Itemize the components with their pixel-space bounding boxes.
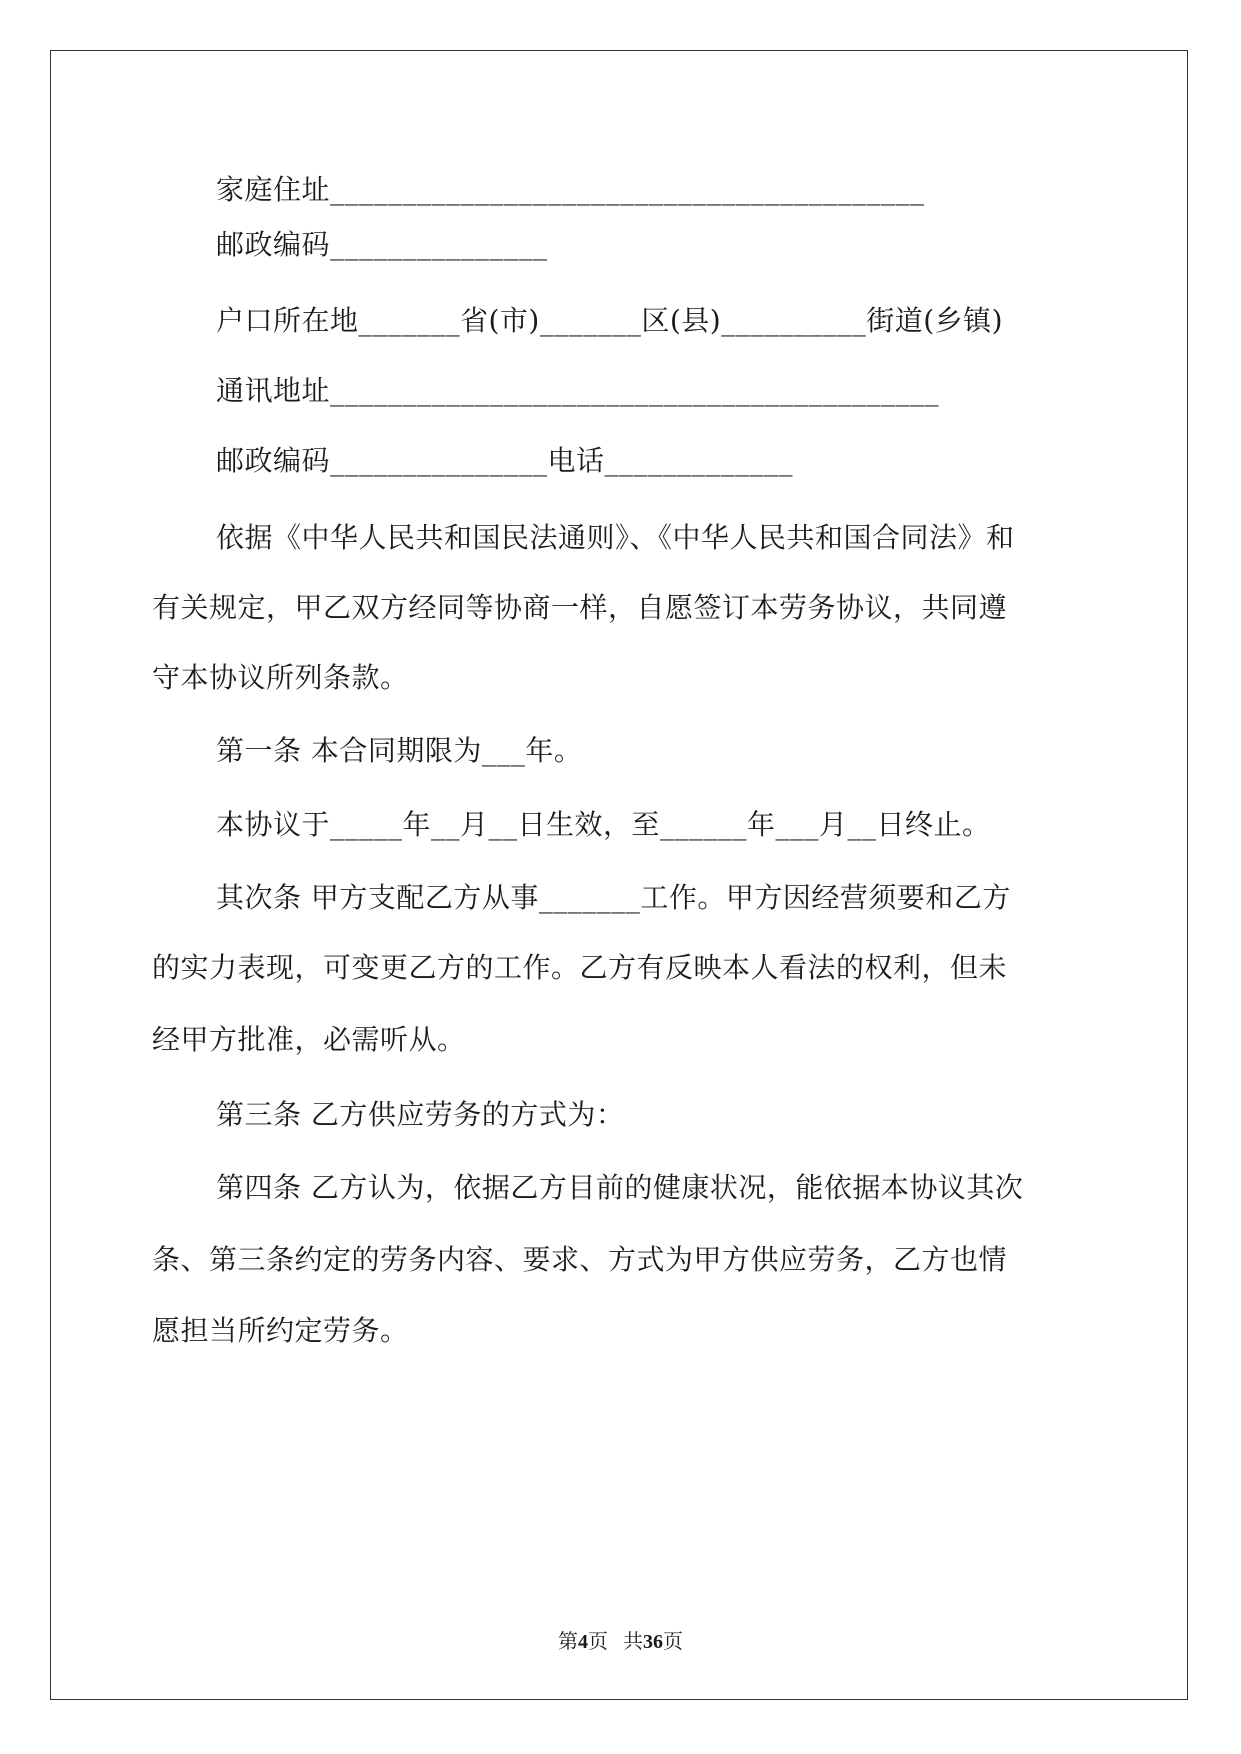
page-border xyxy=(50,50,1188,1700)
paragraph-basis-line-3: 守本协议所列条款。 xyxy=(152,661,409,694)
field-home-address: 家庭住址_________________________________________ xyxy=(216,173,925,206)
page-footer xyxy=(0,1630,1241,1654)
article-4-line-1: 第四条 乙方认为，依据乙方目前的健康状况，能依据本协议其次 xyxy=(216,1171,1024,1204)
article-1-dates: 本协议于_____年__月__日生效，至______年___月__日终止。 xyxy=(216,808,991,841)
footer-total-suffix: 页 xyxy=(663,1631,683,1653)
paragraph-basis-line-1: 依据《中华人民共和国民法通则》、《中华人民共和国合同法》和 xyxy=(216,521,1015,554)
article-4-line-2: 条、第三条约定的劳务内容、要求、方式为甲方供应劳务，乙方也情 xyxy=(152,1243,1008,1276)
field-mailing-address: 通讯地址__________________________________________ xyxy=(216,374,940,407)
footer-page-suffix: 页 xyxy=(588,1631,608,1653)
footer-total-pages: 36 xyxy=(643,1631,663,1653)
field-household-registration: 户口所在地_______省(市)_______区(县)__________街道(乡镇) xyxy=(216,304,1004,337)
footer-total-prefix: 共 xyxy=(623,1631,643,1653)
article-4-line-3: 愿担当所约定劳务。 xyxy=(152,1314,409,1347)
article-3: 第三条 乙方供应劳务的方式为： xyxy=(216,1098,625,1131)
article-1: 第一条 本合同期限为___年。 xyxy=(216,734,583,767)
field-postal-code-phone: 邮政编码_______________电话_____________ xyxy=(216,444,794,477)
footer-page-number: 4 xyxy=(578,1631,588,1653)
footer-prefix: 第 xyxy=(558,1631,578,1653)
field-postal-code-1: 邮政编码_______________ xyxy=(216,228,548,261)
paragraph-basis-line-2: 有关规定，甲乙双方经同等协商一样，自愿签订本劳务协议，共同遵 xyxy=(152,591,1008,624)
article-2-line-1: 其次条 甲方支配乙方从事_______工作。甲方因经营须要和乙方 xyxy=(216,881,1011,914)
article-2-line-3: 经甲方批准，必需听从。 xyxy=(152,1023,466,1056)
article-2-line-2: 的实力表现，可变更乙方的工作。乙方有反映本人看法的权利，但未 xyxy=(152,951,1008,984)
